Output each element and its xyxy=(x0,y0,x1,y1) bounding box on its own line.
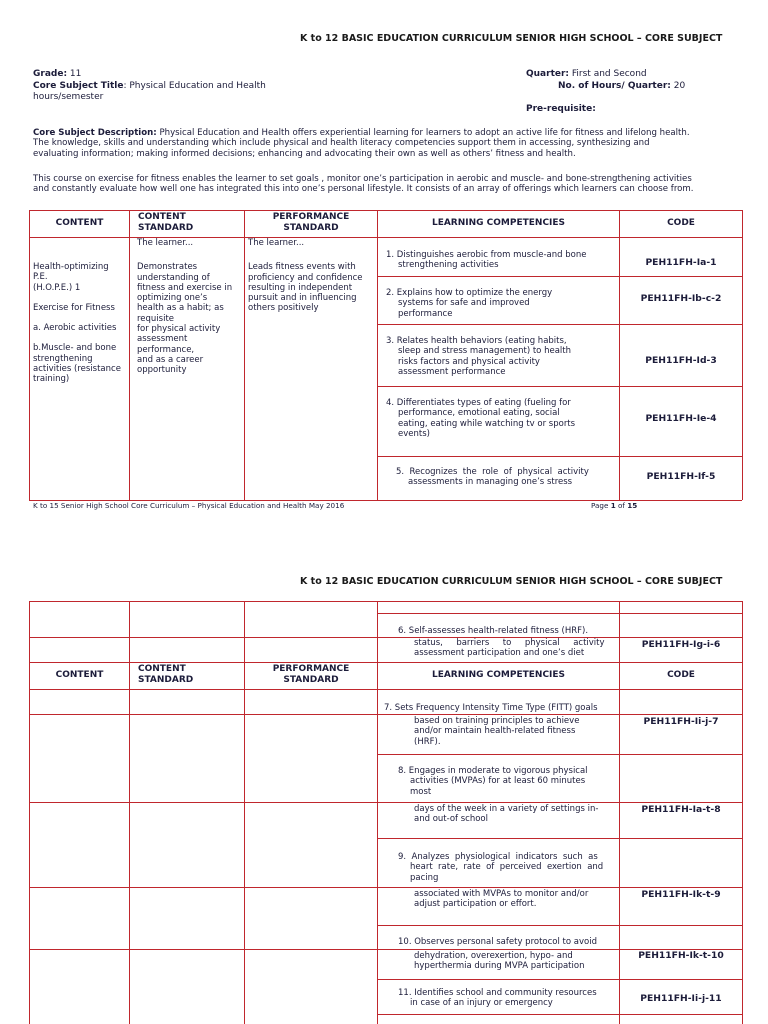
performance-standard-line: The learner... xyxy=(248,238,305,248)
competency-code-11: PEH11FH-Ii-j-11 xyxy=(640,993,722,1004)
competency-11 xyxy=(398,988,618,1009)
header-line: PERFORMANCE xyxy=(272,664,350,674)
of-word: of xyxy=(618,501,625,510)
competency-line: assessments in managing one’s stress xyxy=(408,477,573,488)
competency-line: hyperthermia during MVPA participation xyxy=(414,961,585,972)
grid-line xyxy=(29,601,30,1024)
content-line: b.Muscle- and bone xyxy=(33,343,117,354)
prereq-label: Pre-requisite: xyxy=(526,104,596,114)
performance-standard-line: Leads fitness events with xyxy=(248,262,356,273)
competency-line: 1. Distinguishes aerobic from muscle-and bone xyxy=(386,250,587,260)
grid-line xyxy=(29,637,742,638)
grid-line xyxy=(377,754,742,755)
competency-line: sleep and stress management) to health xyxy=(398,346,571,357)
content-line: a. Aerobic activities xyxy=(33,323,117,334)
content-standard-line: opportunity xyxy=(137,365,187,376)
competency-code-5: PEH11FH-If-5 xyxy=(646,471,716,482)
grid-line xyxy=(29,210,30,500)
grid-line xyxy=(129,601,130,1024)
competency-line: systems for safe and improved xyxy=(398,298,530,309)
competency-9-bottom xyxy=(414,889,618,910)
header-learning-competencies: LEARNING COMPETENCIES xyxy=(431,218,566,228)
subject-description xyxy=(33,128,743,159)
page-total: 15 xyxy=(627,501,638,510)
competency-2 xyxy=(386,288,618,319)
content-standard-line: and as a career xyxy=(137,354,204,365)
competency-line: in case of an injury or emergency xyxy=(410,998,553,1009)
competency-10-top: 10. Observes personal safety protocol to avoid xyxy=(398,937,597,947)
competency-line: 8. Engages in moderate to vigorous physical xyxy=(398,766,588,776)
competency-line: events) xyxy=(398,428,430,439)
spacer xyxy=(33,333,129,343)
competency-line: status, barriers to physical activity xyxy=(414,638,605,648)
competency-line: 9. Analyzes physiological indicators such as xyxy=(398,852,598,862)
competency-4 xyxy=(386,398,618,439)
desc-label: Core Subject Description: xyxy=(33,128,157,138)
grid-line xyxy=(377,925,742,926)
competency-9-top xyxy=(398,852,618,883)
competency-8-bottom xyxy=(414,804,618,825)
content-line: P.E. xyxy=(33,272,48,283)
quarter-label: Quarter: xyxy=(526,69,570,79)
hours-label: No. of Hours/ Quarter: xyxy=(558,81,671,91)
competency-line: 3. Relates health behaviors (eating habits, xyxy=(386,336,567,346)
title-line xyxy=(33,81,266,92)
content-standard-line: performance, xyxy=(137,344,195,355)
competency-line: associated with MVPAs to monitor and/or xyxy=(414,889,589,899)
content-standard-line: understanding of xyxy=(137,272,210,283)
course-line: This course on exercise for fitness enables the learner to set goals , monitor one’s participation in aerobic and muscle- and bone-strengthening activities xyxy=(33,174,692,184)
content-line: (H.O.P.E.) 1 xyxy=(33,282,81,293)
competency-code-4: PEH11FH-Ie-4 xyxy=(645,413,717,424)
title-value: : Physical Education and Health xyxy=(123,81,266,91)
header-line: PERFORMANCE xyxy=(272,212,350,222)
competency-line: and out-of school xyxy=(414,814,488,825)
competency-line: adjust participation or effort. xyxy=(414,899,537,910)
content-standard-line: health as a habit; as xyxy=(137,303,224,314)
competency-5 xyxy=(396,467,618,488)
grid-line xyxy=(29,662,742,663)
grade-value: 11 xyxy=(69,69,82,79)
content-standard-line: for physical activity xyxy=(137,324,221,335)
competency-line: assessment performance xyxy=(398,366,506,377)
header-line: CONTENT xyxy=(138,212,186,222)
header-content: CONTENT xyxy=(55,670,104,680)
content-standard-line: optimizing one’s xyxy=(137,293,208,304)
header-code: CODE xyxy=(667,670,695,680)
course-description xyxy=(33,174,743,195)
grid-line xyxy=(742,210,743,500)
competency-3 xyxy=(386,336,618,377)
competency-7 xyxy=(414,716,616,747)
competency-line: 5. Recognizes the role of physical activity xyxy=(396,467,589,477)
competency-line: (HRF). xyxy=(414,736,441,747)
page-header: K to 12 BASIC EDUCATION CURRICULUM SENIOR HIGH SCHOOL – CORE SUBJECT xyxy=(300,33,723,44)
competency-8-top xyxy=(398,766,618,797)
competency-line: performance, emotional eating, social xyxy=(398,408,560,419)
competency-line: pacing xyxy=(410,872,439,883)
content-standard-line: Demonstrates xyxy=(137,262,198,273)
performance-standard-line: resulting in independent xyxy=(248,282,353,293)
content-standard-line: requisite xyxy=(137,313,175,324)
header-line: STANDARD xyxy=(138,675,194,685)
competency-line: performance xyxy=(398,308,453,319)
grade-label: Grade: xyxy=(33,69,68,79)
page-word: Page xyxy=(591,501,609,510)
competency-code-2: PEH11FH-Ib-c-2 xyxy=(640,293,722,304)
header-performance-standard xyxy=(245,664,377,686)
competency-line: and/or maintain health-related fitness xyxy=(414,726,576,737)
competency-6-line1: 6. Self-assesses health-related fitness (HRF). xyxy=(398,626,589,636)
desc-line: The knowledge, skills and understanding which include physical and health literacy competencies support them in accessing, synthesizing and xyxy=(33,138,650,149)
competency-7-top: 7. Sets Frequency Intensity Time Type (FITT) goals xyxy=(384,703,598,713)
desc-line: Physical Education and Health offers experiential learning for learners to adopt an active life for fitness and lifelong health. xyxy=(159,128,690,138)
page-number xyxy=(591,501,637,510)
grid-line xyxy=(742,601,743,1024)
competency-line: eating, eating while watching tv or sports xyxy=(398,418,576,429)
grid-line xyxy=(29,237,742,238)
grid-line xyxy=(377,324,742,325)
title-label: Core Subject Title xyxy=(33,81,124,91)
grid-line xyxy=(377,979,742,980)
grid-line xyxy=(29,601,742,602)
competency-1 xyxy=(386,250,618,271)
competency-10-bottom xyxy=(414,951,618,972)
grid-line xyxy=(377,601,378,1024)
grid-line xyxy=(377,613,742,614)
spacer xyxy=(33,293,129,303)
hours-line xyxy=(558,81,685,92)
header-content-standard xyxy=(138,212,193,234)
page-footer-text: K to 15 Senior High School Core Curriculum – Physical Education and Health May 2016 xyxy=(33,501,345,510)
header-content-standard xyxy=(138,664,193,686)
performance-standard-line: proficiency and confidence xyxy=(248,272,363,283)
grid-line xyxy=(377,386,742,387)
competency-line: 2. Explains how to optimize the energy xyxy=(386,288,553,298)
grid-line xyxy=(29,210,742,211)
grade-line xyxy=(33,69,81,80)
competency-code-10: PEH11FH-Ik-t-10 xyxy=(638,950,724,961)
grid-line xyxy=(377,210,378,500)
header-learning-competencies: LEARNING COMPETENCIES xyxy=(431,670,566,680)
content-line: activities (resistance xyxy=(33,364,121,375)
grid-line xyxy=(377,838,742,839)
content-line: Health-optimizing xyxy=(33,262,109,272)
header-line: STANDARD xyxy=(283,675,339,685)
spacer xyxy=(248,248,376,262)
competency-line: based on training principles to achieve xyxy=(414,716,580,726)
competency-line: heart rate, rate of perceived exertion and xyxy=(410,862,604,873)
competency-code-8: PEH11FH-Ia-t-8 xyxy=(641,804,721,815)
quarter-line xyxy=(526,69,647,80)
grid-line xyxy=(129,210,130,500)
header-line: STANDARD xyxy=(138,223,194,233)
grid-line xyxy=(29,689,742,690)
performance-standard-line: others positively xyxy=(248,303,319,314)
competency-line: strengthening activities xyxy=(398,260,499,271)
competency-line: days of the week in a variety of settings in- xyxy=(414,804,599,814)
content-standard-line: fitness and exercise in xyxy=(137,282,233,293)
competency-line: assessment participation and one’s diet xyxy=(414,648,585,659)
hours-value: 20 xyxy=(673,81,686,91)
content-standard-line: The learner... xyxy=(137,238,194,248)
competency-6 xyxy=(414,638,616,659)
content-line: strengthening xyxy=(33,353,93,364)
header-line: CONTENT xyxy=(138,664,186,674)
competency-line: most xyxy=(410,786,432,797)
grid-line xyxy=(377,276,742,277)
course-line: and constantly evaluate how well one has integrated this into one’s personal lifestyle. It consists of an array of offerings which learners can choose from. xyxy=(33,184,694,195)
competency-code-9: PEH11FH-Ik-t-9 xyxy=(641,889,721,900)
header-content: CONTENT xyxy=(55,218,104,228)
grid-line xyxy=(377,456,742,457)
page-header: K to 12 BASIC EDUCATION CURRICULUM SENIOR HIGH SCHOOL – CORE SUBJECT xyxy=(300,576,723,587)
header-line: STANDARD xyxy=(283,223,339,233)
grid-line xyxy=(29,714,742,715)
competency-line: 4. Differentiates types of eating (fueling for xyxy=(386,398,571,408)
competency-code-1: PEH11FH-Ia-1 xyxy=(645,257,717,268)
performance-standard-cell xyxy=(248,238,376,314)
competency-code-7: PEH11FH-Ii-j-7 xyxy=(643,716,719,727)
content-line: training) xyxy=(33,374,70,385)
spacer xyxy=(33,313,129,323)
hours-semester: hours/semester xyxy=(33,92,104,102)
grid-line xyxy=(377,1014,742,1015)
competency-line: activities (MVPAs) for at least 60 minutes xyxy=(410,776,586,787)
competency-line: 11. Identifies school and community resources xyxy=(398,988,597,998)
content-cell xyxy=(33,262,129,385)
competency-code-3: PEH11FH-Id-3 xyxy=(645,355,717,366)
content-standard-cell xyxy=(137,238,245,376)
header-code: CODE xyxy=(667,218,695,228)
page-num: 1 xyxy=(610,501,616,510)
competency-line: risks factors and physical activity xyxy=(398,356,540,367)
grid-line xyxy=(29,887,742,888)
content-line: Exercise for Fitness xyxy=(33,302,115,313)
header-performance-standard xyxy=(245,212,377,234)
performance-standard-line: pursuit and in influencing xyxy=(248,293,357,304)
grid-line xyxy=(29,802,742,803)
quarter-value: First and Second xyxy=(571,69,647,79)
desc-line: evaluating information; making informed decisions; enhancing and advocating their own as well as others’ fitness and health. xyxy=(33,148,576,159)
spacer xyxy=(137,248,245,262)
content-standard-line: assessment xyxy=(137,334,188,345)
competency-code-6: PEH11FH-Ig-i-6 xyxy=(641,639,721,650)
competency-line: dehydration, overexertion, hypo- and xyxy=(414,951,573,961)
